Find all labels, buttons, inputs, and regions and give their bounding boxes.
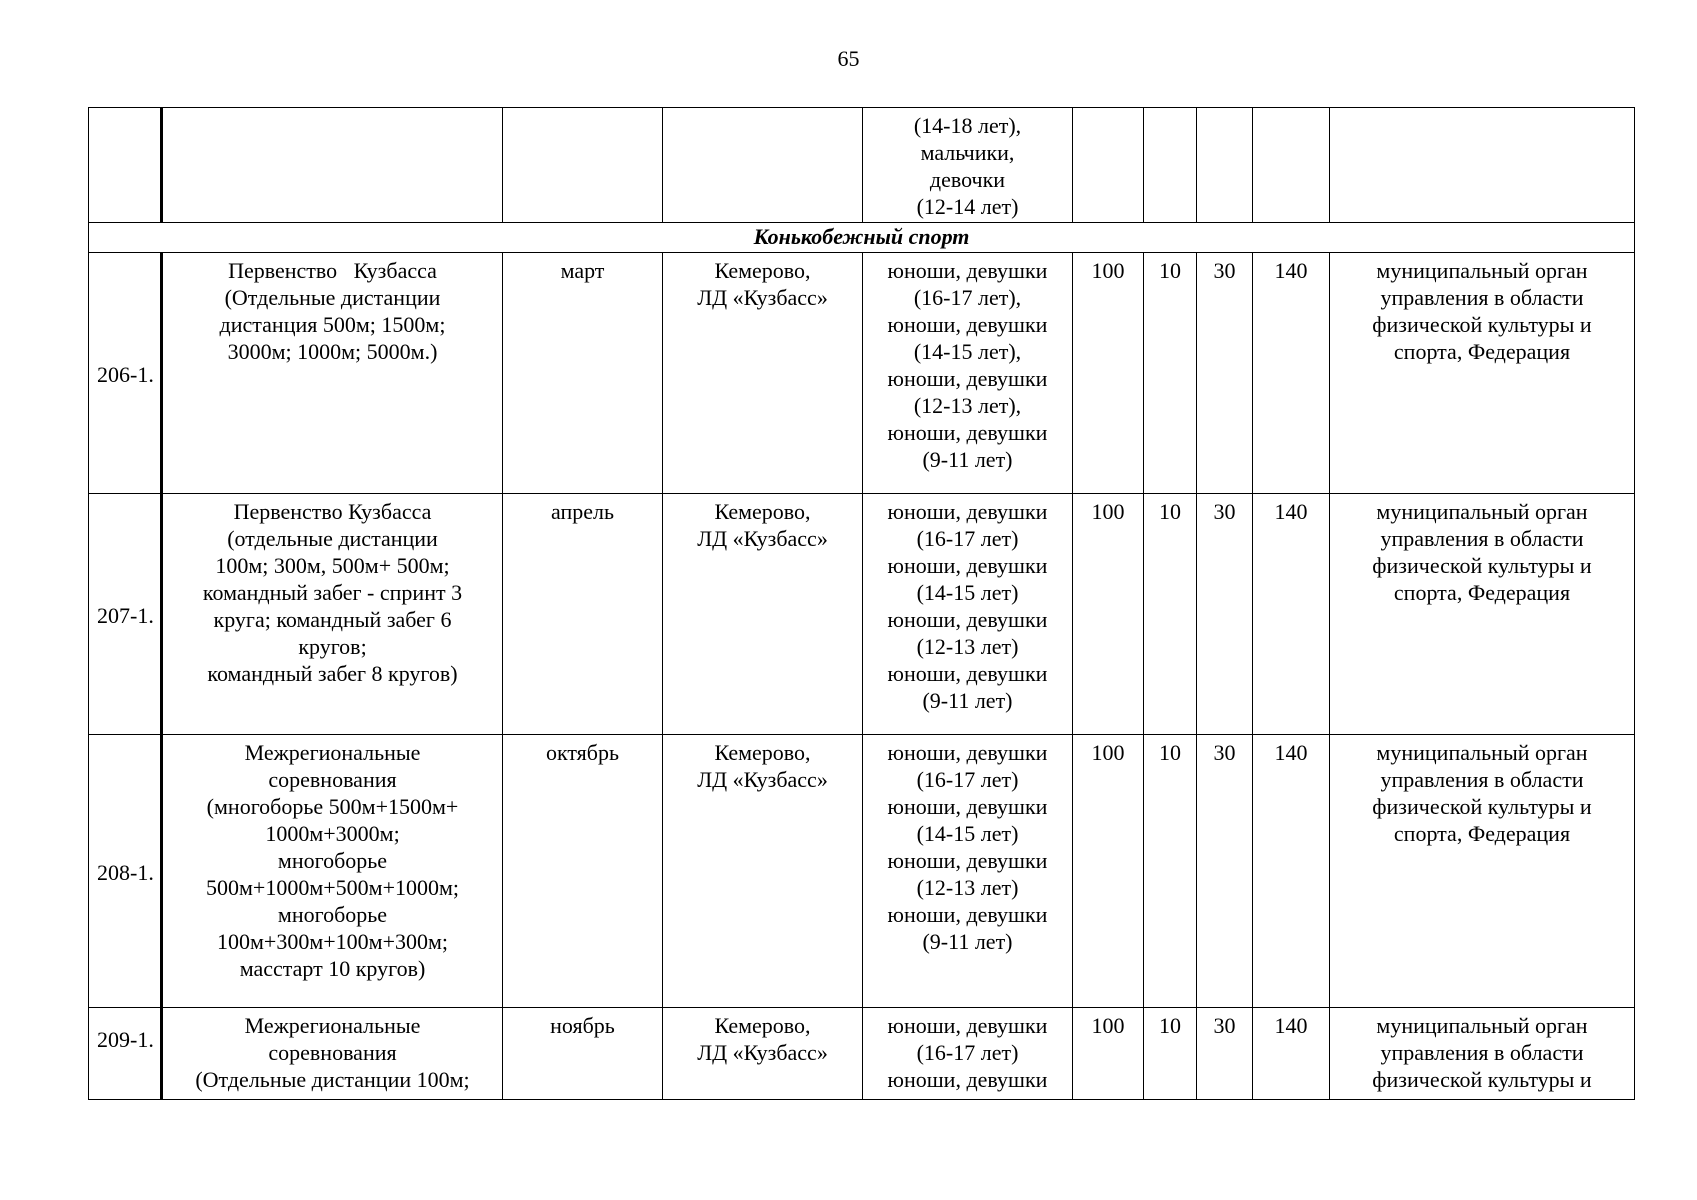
place-cell: [663, 735, 863, 1008]
participants-line: юноши, девушки: [887, 499, 1048, 524]
participants-line: (16-17 лет),: [913, 285, 1022, 310]
event-name-line: 1000м+3000м;: [265, 821, 400, 846]
organizer-cell: [1330, 494, 1635, 735]
organizer-cell: [1330, 108, 1635, 223]
c2-cell: 10: [1144, 494, 1197, 735]
participants-line: (16-17 лет): [916, 526, 1019, 551]
event-name-cell: [162, 253, 503, 494]
participants-line: (14-15 лет): [916, 821, 1019, 846]
total-cell: [1253, 108, 1330, 223]
month-cell: [503, 108, 663, 223]
row-number: 208-1.: [89, 735, 162, 1008]
organizer-line: муниципальный орган: [1376, 499, 1588, 524]
c3-cell: 30: [1197, 735, 1253, 1008]
participants-line: юноши, девушки: [887, 258, 1048, 283]
event-name-line: кругов;: [298, 634, 367, 659]
participants-line: (12-14 лет): [916, 194, 1019, 219]
participants-line: юноши, девушки: [887, 902, 1048, 927]
participants-line: (14-15 лет): [916, 580, 1019, 605]
place-line: ЛД «Кузбасс»: [697, 526, 828, 551]
total-cell: 140: [1253, 735, 1330, 1008]
organizer-line: физической культуры и: [1372, 553, 1592, 578]
organizer-line: физической культуры и: [1372, 1067, 1592, 1092]
event-name-line: (многоборье 500м+1500м+: [206, 794, 459, 819]
c2-cell: 10: [1144, 253, 1197, 494]
organizer-cell: [1330, 735, 1635, 1008]
events-table: [88, 107, 1635, 1100]
participants-line: юноши, девушки: [887, 366, 1048, 391]
participants-line: (16-17 лет): [916, 767, 1019, 792]
c1-cell: 100: [1073, 1008, 1144, 1100]
place-line: ЛД «Кузбасс»: [697, 285, 828, 310]
participants-line: (9-11 лет): [922, 447, 1013, 472]
row-number: 207-1.: [89, 494, 162, 735]
event-name-line: командный забег 8 кругов): [207, 661, 458, 686]
event-name-line: дистанция 500м; 1500м;: [219, 312, 446, 337]
participants-cell: [863, 108, 1073, 223]
participants-line: (12-13 лет): [916, 634, 1019, 659]
event-name-line: соревнования: [268, 1040, 397, 1065]
participants-line: (12-13 лет): [916, 875, 1019, 900]
table-row: [89, 735, 1635, 1008]
participants-cell: [863, 735, 1073, 1008]
organizer-cell: [1330, 1008, 1635, 1100]
event-name-line: Межрегиональные: [244, 1013, 421, 1038]
organizer-line: спорта, Федерация: [1393, 821, 1571, 846]
c1-cell: 100: [1073, 494, 1144, 735]
section-row: [89, 223, 1635, 253]
place-cell: [663, 494, 863, 735]
table-row: [89, 1008, 1635, 1100]
organizer-line: спорта, Федерация: [1393, 339, 1571, 364]
place-line: Кемерово,: [714, 1013, 811, 1038]
month-cell: апрель: [503, 494, 663, 735]
place-line: Кемерово,: [714, 740, 811, 765]
event-name-line: 3000м; 1000м; 5000м.): [227, 339, 438, 364]
event-name-line: командный забег - спринт 3: [202, 580, 463, 605]
table-row: [89, 253, 1635, 494]
participants-line: мальчики,: [920, 140, 1015, 165]
page-number: 65: [837, 46, 860, 71]
c3-cell: [1197, 108, 1253, 223]
organizer-line: физической культуры и: [1372, 794, 1592, 819]
participants-line: юноши, девушки: [887, 553, 1048, 578]
c3-cell: 30: [1197, 494, 1253, 735]
c2-cell: 10: [1144, 735, 1197, 1008]
event-name-line: 500м+1000м+500м+1000м;: [205, 875, 460, 900]
event-name-line: масстарт 10 кругов): [239, 956, 426, 981]
place-line: Кемерово,: [714, 499, 811, 524]
c1-cell: 100: [1073, 253, 1144, 494]
event-name-line: Первенство Кузбасса: [228, 258, 437, 283]
c2-cell: 10: [1144, 1008, 1197, 1100]
organizer-line: муниципальный орган: [1376, 1013, 1588, 1038]
name-cell: [162, 108, 503, 223]
organizer-line: управления в области: [1380, 526, 1584, 551]
participants-line: девочки: [929, 167, 1006, 192]
event-name-line: (отдельные дистанции: [227, 526, 438, 551]
participants-line: юноши, девушки: [887, 312, 1048, 337]
organizer-line: муниципальный орган: [1376, 740, 1588, 765]
event-name-cell: [162, 494, 503, 735]
participants-line: юноши, девушки: [887, 794, 1048, 819]
participants-line: юноши, девушки: [887, 848, 1048, 873]
total-cell: 140: [1253, 253, 1330, 494]
event-name-line: Межрегиональные: [244, 740, 421, 765]
participants-line: (16-17 лет): [916, 1040, 1019, 1065]
event-name-line: 100м; 300м, 500м+ 500м;: [215, 553, 450, 578]
row-number: 206-1.: [89, 253, 162, 494]
organizer-line: муниципальный орган: [1376, 258, 1588, 283]
number-cell: [89, 108, 162, 223]
month-cell: март: [503, 253, 663, 494]
event-name-line: круга; командный забег 6: [213, 607, 452, 632]
table-row-continuation: [89, 108, 1635, 223]
organizer-line: управления в области: [1380, 767, 1584, 792]
participants-line: (14-18 лет),: [913, 113, 1022, 138]
event-name-line: (Отдельные дистанции: [224, 285, 441, 310]
participants-cell: [863, 1008, 1073, 1100]
place-cell: [663, 108, 863, 223]
organizer-line: спорта, Федерация: [1393, 580, 1571, 605]
event-name-line: соревнования: [268, 767, 397, 792]
event-name-cell: [162, 735, 503, 1008]
place-cell: [663, 253, 863, 494]
event-name-line: (Отдельные дистанции 100м;: [195, 1067, 470, 1092]
organizer-line: физической культуры и: [1372, 312, 1592, 337]
total-cell: 140: [1253, 494, 1330, 735]
c3-cell: 30: [1197, 1008, 1253, 1100]
participants-cell: [863, 494, 1073, 735]
participants-line: юноши, девушки: [887, 420, 1048, 445]
total-cell: 140: [1253, 1008, 1330, 1100]
month-cell: октябрь: [503, 735, 663, 1008]
place-line: ЛД «Кузбасс»: [697, 767, 828, 792]
section-title: Конькобежный спорт: [89, 223, 1635, 253]
organizer-line: управления в области: [1380, 285, 1584, 310]
table-row: [89, 494, 1635, 735]
event-name-line: 100м+300м+100м+300м;: [216, 929, 449, 954]
c1-cell: [1073, 108, 1144, 223]
c1-cell: 100: [1073, 735, 1144, 1008]
place-cell: [663, 1008, 863, 1100]
participants-line: (12-13 лет),: [913, 393, 1022, 418]
month-cell: ноябрь: [503, 1008, 663, 1100]
organizer-cell: [1330, 253, 1635, 494]
participants-line: (9-11 лет): [922, 929, 1013, 954]
row-number: 209-1.: [89, 1008, 162, 1100]
participants-line: юноши, девушки: [887, 607, 1048, 632]
participants-line: (9-11 лет): [922, 688, 1013, 713]
place-line: ЛД «Кузбасс»: [697, 1040, 828, 1065]
participants-line: юноши, девушки: [887, 1013, 1048, 1038]
c2-cell: [1144, 108, 1197, 223]
event-name-line: Первенство Кузбасса: [233, 499, 432, 524]
place-line: Кемерово,: [714, 258, 811, 283]
participants-line: (14-15 лет),: [913, 339, 1022, 364]
c3-cell: 30: [1197, 253, 1253, 494]
participants-cell: [863, 253, 1073, 494]
participants-line: юноши, девушки: [887, 1067, 1048, 1092]
event-name-cell: [162, 1008, 503, 1100]
organizer-line: управления в области: [1380, 1040, 1584, 1065]
participants-line: юноши, девушки: [887, 661, 1048, 686]
participants-line: юноши, девушки: [887, 740, 1048, 765]
event-name-line: многоборье: [277, 848, 388, 873]
event-name-line: многоборье: [277, 902, 388, 927]
